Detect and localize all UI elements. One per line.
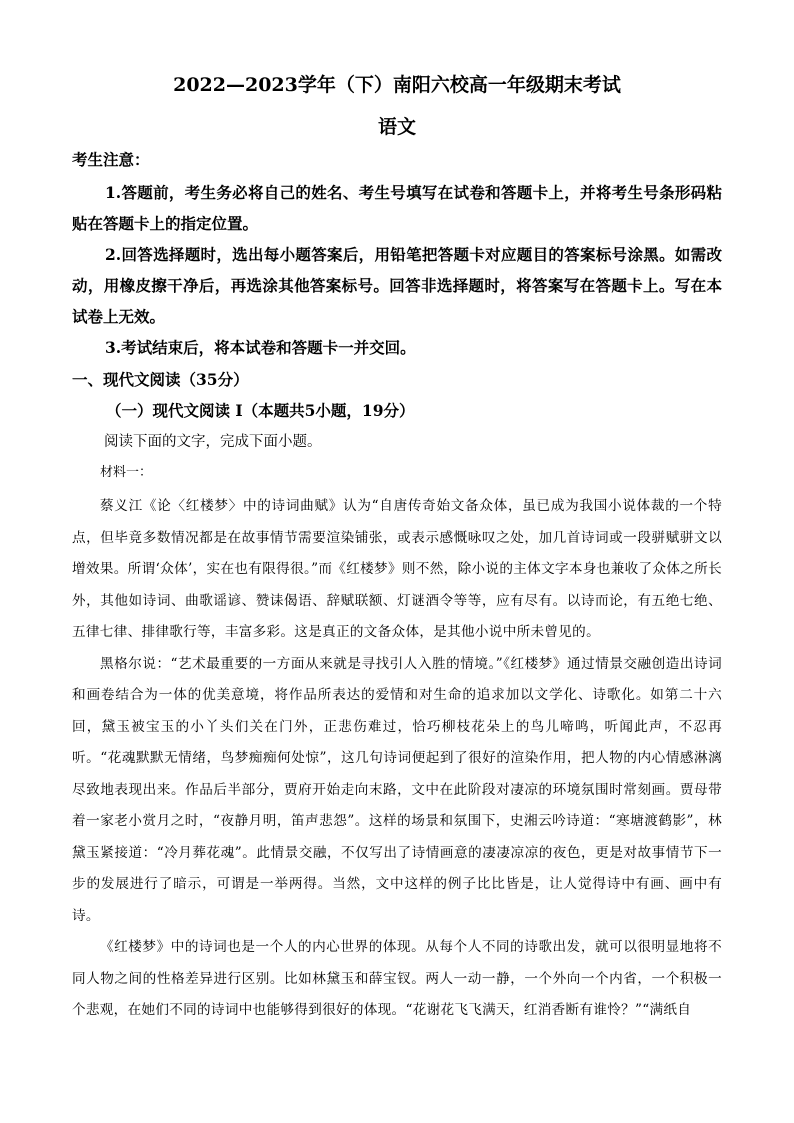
subsection-heading: （一）现代文阅读 I（本题共5小题，19分）: [106, 401, 415, 420]
exam-title: 2022—2023学年（下）南阳六校高一年级期末考试: [173, 74, 621, 96]
notice-heading: 考生注意：: [72, 150, 150, 169]
subject-title: 语文: [377, 116, 416, 138]
notice-list: [72, 177, 722, 363]
passage-paragraph: 黑格尔说：“艺术最重要的一方面从来就是寻找引人入胜的情境。”《红楼梦》通过情景交融创造出诗词和画卷结合为一体的优美意境，将作品所表达的爱情和对生命的追求加以文学化、诗歌化。如第二十六回，黛玉被宝玉的小丫头们关在门外，正悲伤难过，恰巧柳枝花朵上的鸟儿啼鸣，听闻此声，不忍再听。“花魂默默无情绪，鸟梦痴痴何处惊”，这几句诗词便起到了很好的渲染作用，把人物的内心情感淋漓尽致地表现出来。作品后半部分，贾府开始走向末路，文中在此阶段对凄凉的环境氛围时常刻画。贾母带着一家老小赏月之时，“夜静月明，笛声悲怨”。这样的场景和氛围下，史湘云吟诗道：“寒塘渡鹤影”，林黛玉紧接道：“冷月葬花魂”。此情景交融，不仅写出了诗情画意的凄凄凉凉的夜色，更是对故事情节下一步的发展进行了暗示，可谓是一举两得。当然，文中这样的例子比比皆是，让人觉得诗中有画、画中有诗。: [72, 655, 722, 924]
notice-item-3: 3.考试结束后，将本试卷和答题卡一并交回。: [105, 338, 416, 357]
passage-paragraph: 《红楼梦》中的诗词也是一个人的内心世界的体现。从每个人不同的诗歌出发，就可以很明显地将不同人物之间的性格差异进行区别。比如林黛玉和薛宝钗。两人一动一静，一个外向一个内省，一个积极一个悲观，在她们不同的诗词中也能够得到很好的体现。“花谢花飞飞满天，红消香断有谁怜？”“满纸自: [72, 939, 722, 1018]
passage: [72, 491, 722, 1027]
section-heading: 一、现代文阅读（35分）: [72, 370, 249, 389]
passage-paragraph: 蔡义江《论〈红楼梦〉中的诗词曲赋》认为“自唐传奇始文备众体，虽已成为我国小说体裁的一个特点，但毕竟多数情况都是在故事情节需要渲染铺张，或表示感慨咏叹之处，加几首诗词或一段骈赋骈文以增效果。所谓‘众体’，实在也有限得很。”而《红楼梦》则不然，除小说的主体文字本身也兼收了众体之所长外，其他如诗词、曲歌谣谚、赞诔偈语、辞赋联额、灯谜酒令等等，应有尽有。以诗而论，有五绝七绝、五律七律、排律歌行等，丰富多彩。这是真正的文备众体，是其他小说中所未曾见的。: [72, 498, 722, 640]
notice-item-1: 1.答题前，考生务必将自己的姓名、考生号填写在试卷和答题卡上，并将考生号条形码粘贴在答题卡上的指定位置。: [72, 183, 722, 233]
notice-item-2: 2.回答选择题时，选出每小题答案后，用铅笔把答题卡对应题目的答案标号涂黑。如需改动，用橡皮擦干净后，再选涂其他答案标号。回答非选择题时，将答案写在答题卡上。写在本试卷上无效。: [72, 245, 722, 326]
material-label: 材料一：: [100, 465, 153, 480]
reading-instruction: 阅读下面的文字，完成下面小题。: [104, 434, 322, 450]
